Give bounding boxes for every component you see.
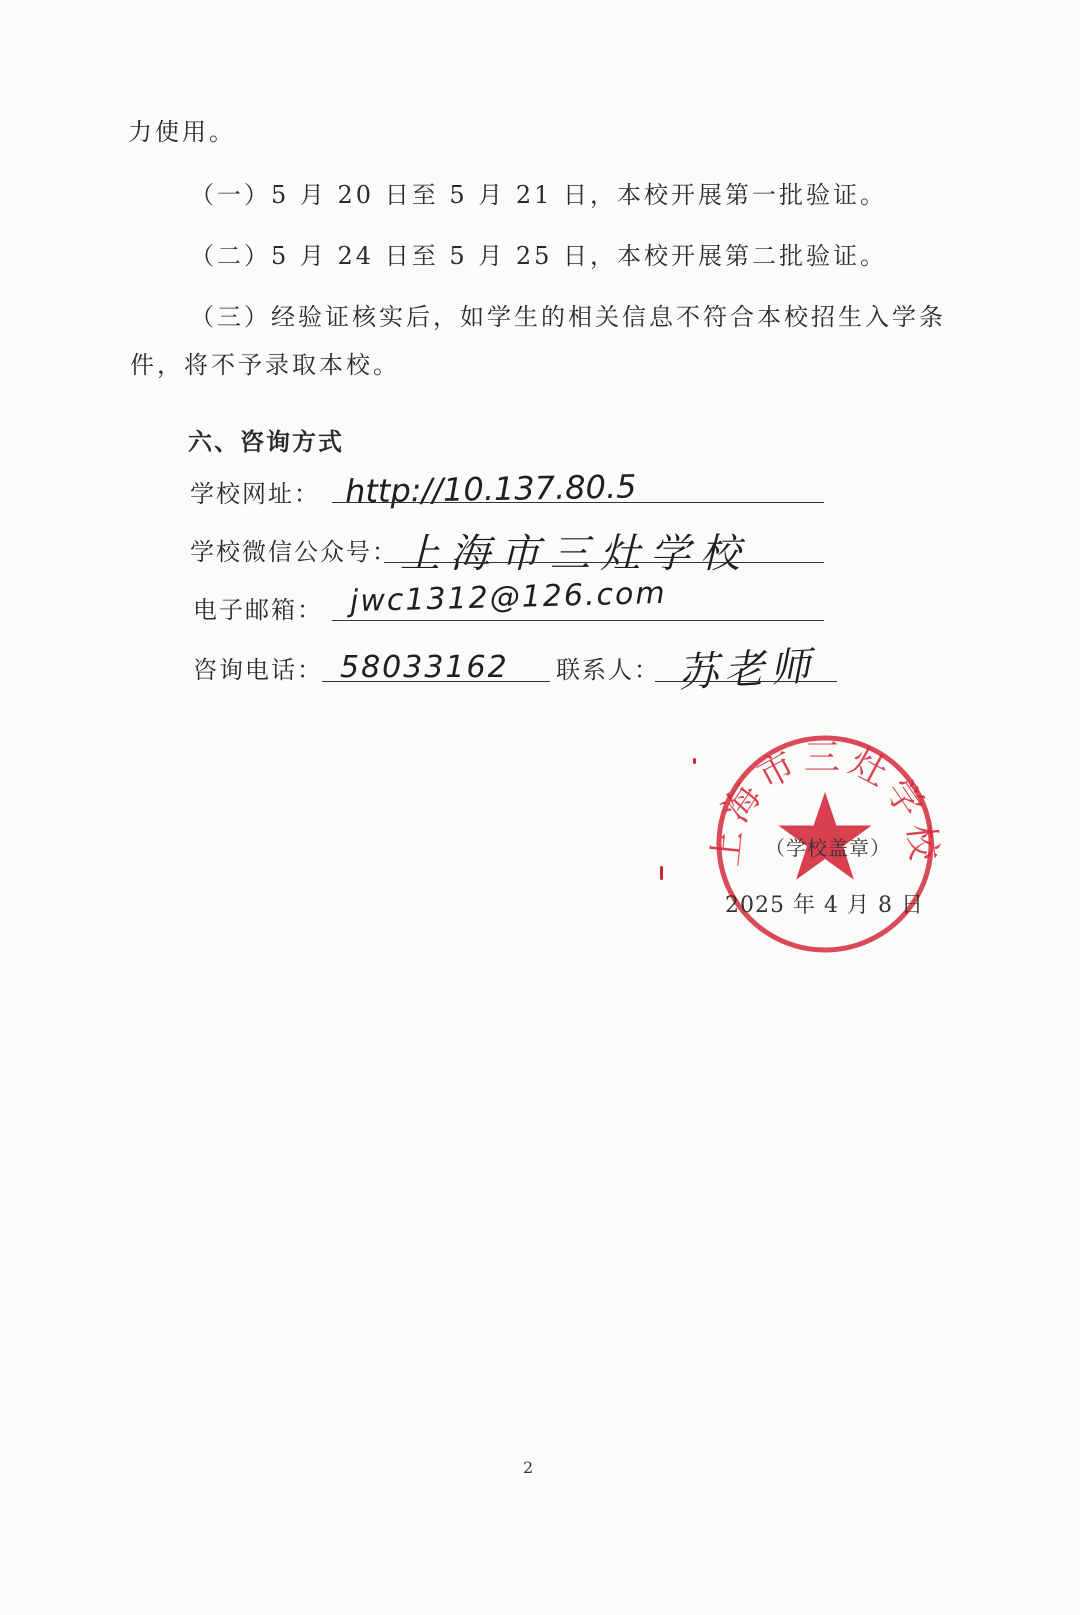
seal-ring-text: 上海市三灶学校 [705, 737, 945, 869]
section-heading-consultation: 六、咨询方式 [188, 427, 344, 456]
phone-value: 58033162 [340, 650, 509, 685]
website-underline [332, 502, 824, 503]
wechat-underline [384, 562, 824, 563]
phone-label: 咨询电话： [193, 656, 323, 684]
verification-item-3-line2: 件，将不予录取本校。 [130, 351, 400, 379]
contact-person-underline [655, 681, 837, 682]
ink-speck [693, 758, 696, 764]
ink-speck [660, 866, 663, 880]
wechat-value: 上海市三灶学校 [400, 531, 750, 577]
seal-note: （学校盖章） [765, 836, 891, 860]
phone-underline [322, 681, 550, 682]
email-label: 电子邮箱： [193, 596, 323, 624]
email-value: jwc1312@126.com [349, 575, 667, 620]
verification-item-3-line1: （三）经验证核实后，如学生的相关信息不符合本校招生入学条 [190, 303, 946, 331]
contact-person-label: 联系人： [556, 656, 660, 684]
contact-person-value: 苏老师 [677, 643, 818, 697]
page-number: 2 [523, 1458, 534, 1477]
email-underline [332, 620, 824, 621]
document-date: 2025 年 4 月 8 日 [725, 893, 924, 918]
verification-item-1: （一）5 月 20 日至 5 月 21 日，本校开展第一批验证。 [190, 181, 888, 209]
continued-paragraph: 力使用。 [128, 118, 236, 146]
wechat-label: 学校微信公众号： [190, 538, 398, 566]
website-value: http://10.137.80.5 [344, 467, 637, 511]
verification-item-2: （二）5 月 24 日至 5 月 25 日，本校开展第二批验证。 [190, 242, 888, 270]
website-label: 学校网址： [190, 480, 320, 508]
